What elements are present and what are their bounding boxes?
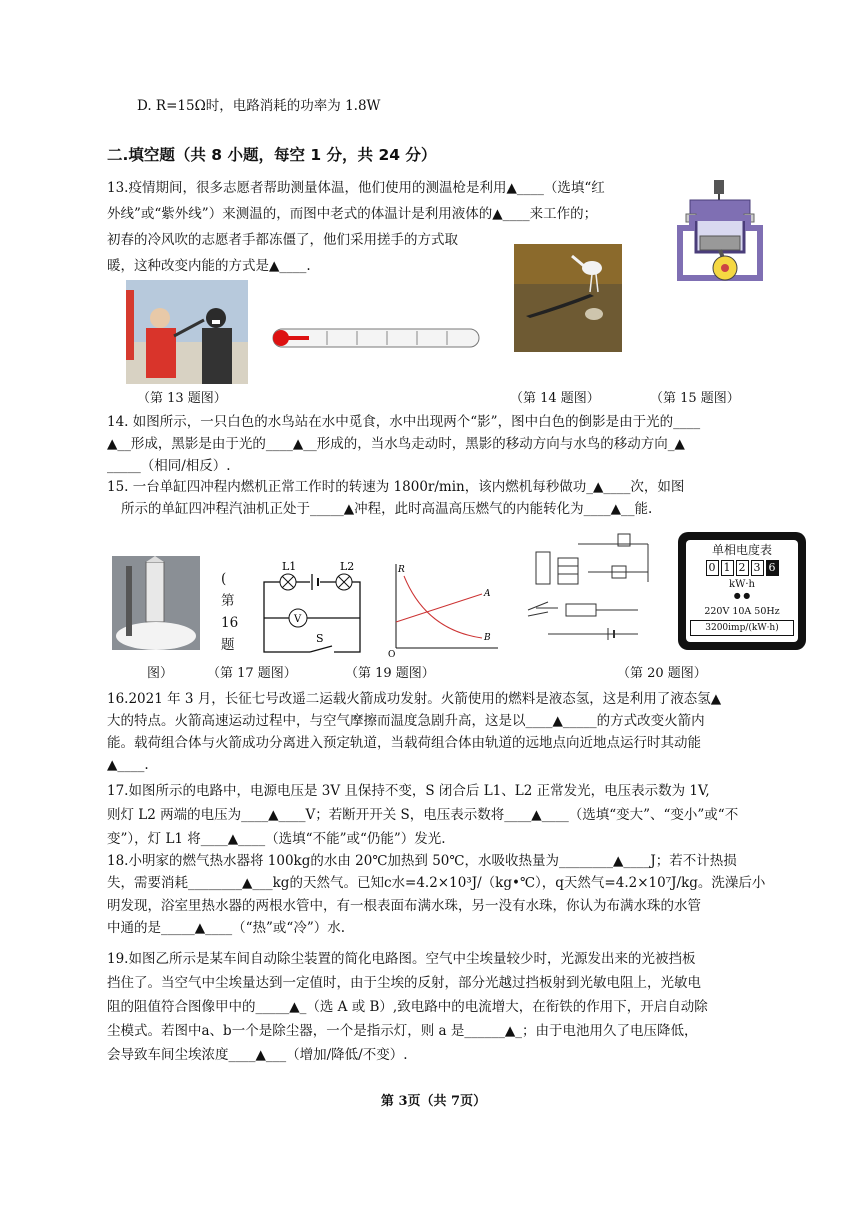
caption-fig15: （第 15 题图） [650,391,740,406]
rocket-photo [112,556,200,650]
meter-digit: 3 [751,560,764,576]
q18-line-2: 失，需要消耗________▲___kg的天然气。已知c水=4.2×10³J/（kg•℃），q天然气=4.2×10⁷J/kg。洗澡后小 [107,875,766,891]
meter-unit: kW·h [729,579,755,590]
caption-fig16: 图） [147,666,174,681]
meter-digits [686,560,798,576]
q17-line-2: 则灯 L2 两端的电压为____▲____V；若断开开关 S，电压表示数将____▲____（选填“变大”、“变小”或“不 [107,807,739,823]
fig16-label [221,568,238,656]
q18-line-3: 明发现，浴室里热水器的两根水管中，有一根表面布满水珠，另一没有水珠，你认为布满水珠的水管 [107,898,701,914]
circuit17-v-label: V [294,614,302,625]
meter-spec2: 3200imp/(kW·h) [690,620,794,636]
thermometer-figure [267,323,483,353]
fig16-label-ti: 题 [221,637,235,653]
circuit17-l2-label: L2 [340,560,355,573]
meter-digit: 0 [706,560,719,576]
circuit-17-figure [258,558,370,658]
graph19-a-label: A [484,589,491,599]
fig16-label-paren: ( [221,571,227,587]
meter-digit: 2 [736,560,749,576]
q15-line-1: 15. 一台单缸四冲程内燃机正常工作时的转速为 1800r/min，该内燃机每秒做功_▲____次，如图 [107,479,685,495]
q14-line-2: ▲__形成，黑影是由于光的____▲__形成的，当水鸟走动时，黑影的移动方向与水鸟的移动方向_▲ [107,436,685,452]
q18-line-4: 中通的是_____▲____（“热”或“冷”）水. [107,920,346,936]
caption-fig17: （第 17 题图） [207,666,297,681]
graph19-origin-label: O [388,650,396,658]
option-d: D. R=15Ω时，电路消耗的功率为 1.8W [137,98,381,114]
q15-line-2: 所示的单缸四冲程汽油机正处于_____▲冲程，此时高温高压燃气的内能转化为____▲__能. [121,501,653,517]
q14-line-3: _____（相同/相反）. [107,458,231,474]
q18-line-1: 18.小明家的燃气热水器将 100kg的水由 20℃加热到 50℃，水吸收热量为________▲____J；若不计热损 [107,853,737,869]
meter-digit: 6 [766,560,779,576]
q19-line-4: 尘模式。若图中a、b一个是除尘器，一个是指示灯，则 a 是______▲_；由于电池用久了电压降低， [107,1023,698,1039]
q19-line-1: 19.如图乙所示是某车间自动除尘装置的简化电路图。空气中尘埃量较少时，光源发出来的光被挡板 [107,951,696,967]
meter-title: 单相电度表 [711,543,772,557]
dust-circuit-figure [518,522,674,654]
meter-indicator: ● ● [733,591,751,600]
q14-line-1: 14. 如图所示，一只白色的水鸟站在水中觅食，水中出现两个“影”，图中白色的倒影是由于光的____ [107,414,701,430]
bird-photo [514,244,622,352]
meter-digit: 1 [721,560,734,576]
electricity-meter [678,532,806,650]
caption-fig19: （第 19 题图） [345,666,435,681]
graph19-y-label: R [398,565,405,575]
circuit17-l1-label: L1 [282,560,297,573]
q13-line-1: 13.疫情期间，很多志愿者帮助测量体温，他们使用的测温枪是利用▲____（选填“红 [107,180,605,196]
q19-line-5: 会导致车间尘埃浓度____▲___（增加/降低/不变）. [107,1047,408,1063]
fig16-label-num: 16 [221,615,239,631]
q17-line-3: 变”），灯 L1 将____▲____（选填“不能”或“仍能”）发光. [107,831,446,847]
caption-fig13: （第 13 题图） [137,391,227,406]
engine-figure [670,178,770,290]
caption-fig20: （第 20 题图） [617,666,707,681]
fig16-label-di: 第 [221,593,235,609]
meter-spec1: 220V 10A 50Hz [704,606,780,617]
q13-line-2: 外线”或“紫外线”）来测温的，而图中老式的体温计是利用液体的▲____来工作的； [107,206,598,222]
q17-line-1: 17.如图所示的电路中，电源电压是 3V 且保持不变，S 闭合后 L1、L2 正常发光，电压表示数为 1V, [107,783,710,799]
q13-line-4: 暖，这种改变内能的方式是▲____. [107,258,311,274]
graph19-b-label: B [484,633,491,643]
caption-fig14: （第 14 题图） [510,391,600,406]
q16-line-3: 能。载荷组合体与火箭成功分离进入预定轨道，当载荷组合体由轨道的远地点向近地点运行时其动能 [107,735,701,751]
graph-19-figure [386,560,504,658]
q19-line-3: 阻的阻值符合图像甲中的_____▲_（选 A 或 B）,致电路中的电流增大，在衔铁的作用下，开启自动除 [107,999,708,1015]
section-title: 二.填空题（共 8 小题，每空 1 分，共 24 分） [107,146,437,164]
q16-line-4: ▲____. [107,757,149,773]
q13-line-3: 初春的冷风吹的志愿者手都冻僵了，他们采用搓手的方式取 [107,232,458,248]
volunteer-photo [126,280,248,384]
page-footer: 第 3页（共 7页） [380,1094,487,1109]
q19-line-2: 挡住了。当空气中尘埃量达到一定值时，由于尘埃的反射，部分光越过挡板射到光敏电阻上，光敏电 [107,975,701,991]
q16-line-2: 大的特点。火箭高速运动过程中，与空气摩擦而温度急剧升高，这是以____▲_____的方式改变火箭内 [107,713,705,729]
circuit17-s-label: S [316,632,324,645]
q16-line-1: 16.2021 年 3 月，长征七号改遥二运载火箭成功发射。火箭使用的燃料是液态氢，这是利用了液态氢▲ [107,691,722,707]
